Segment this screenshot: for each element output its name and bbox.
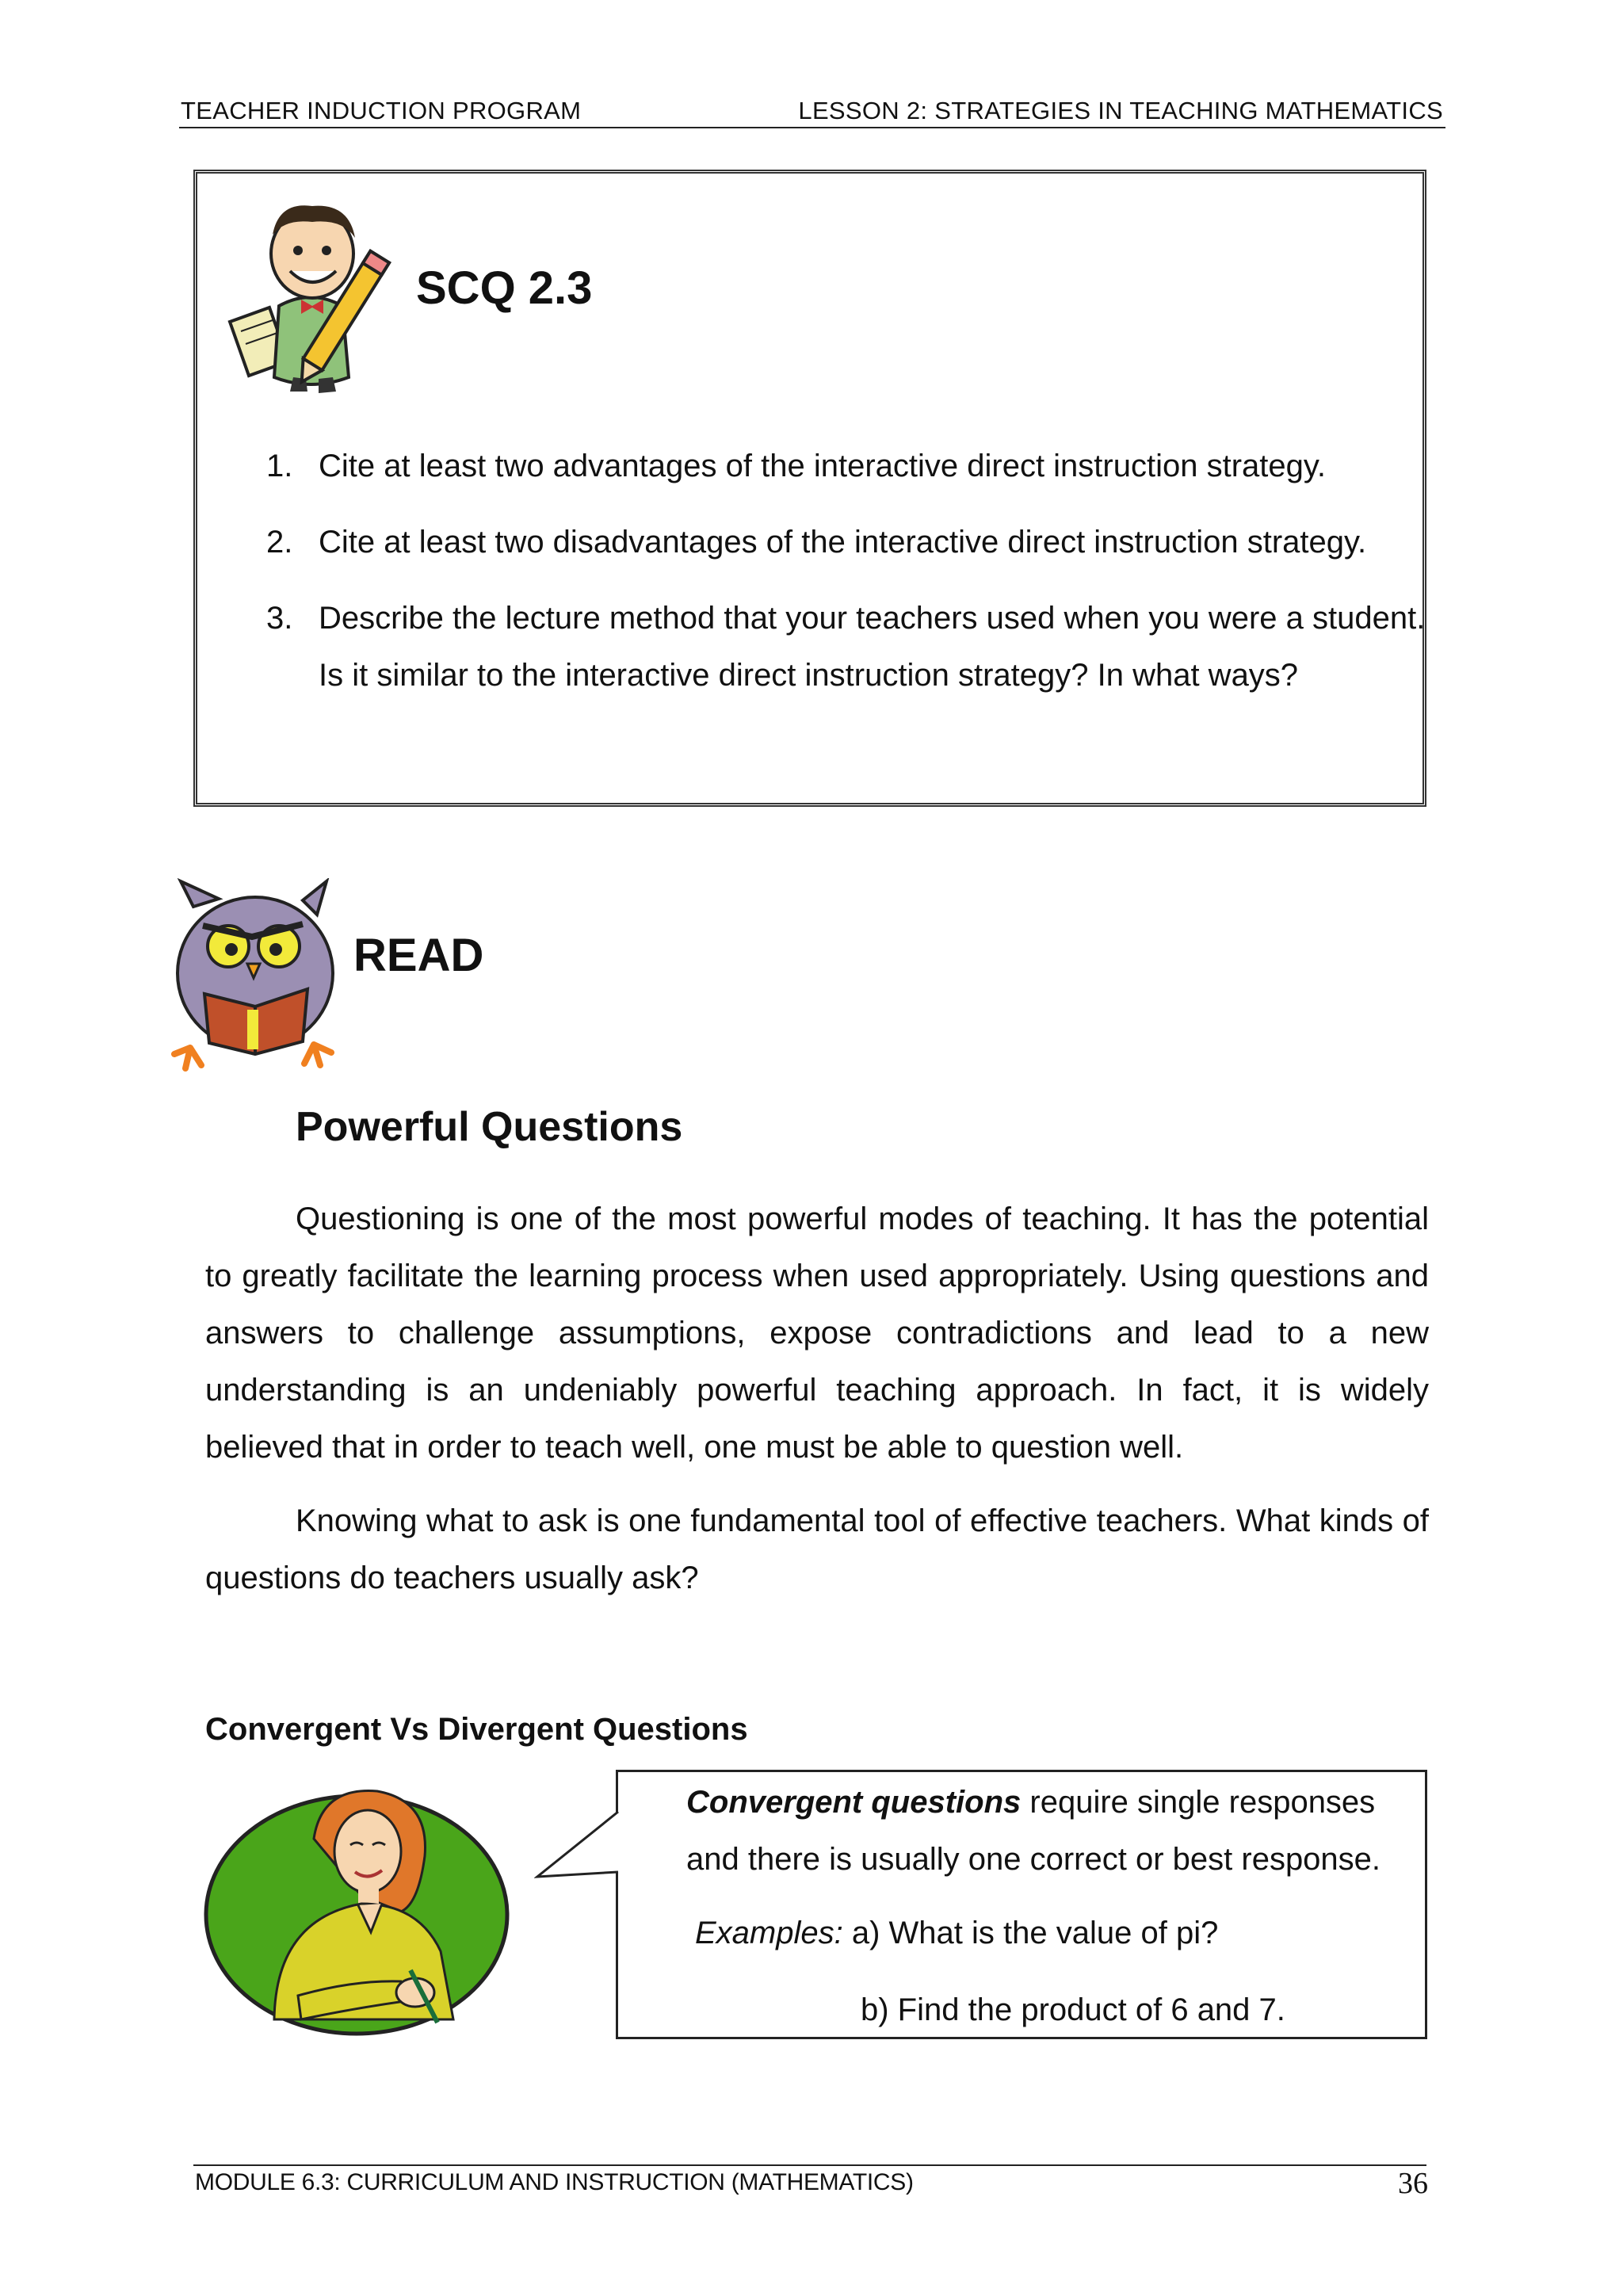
- paragraph-text: Questioning is one of the most powerful modes of teaching. It has the potential to greatly facilitate the learning process when used appropriately. Using questions and answers to challenge assumptions, expose contradictions and lead to a new understanding is an undeniably powerful teaching approach. In fact, it is widely believed that in order to teach well, one must be able to question well.: [205, 1201, 1429, 1465]
- scq-title: SCQ 2.3: [416, 262, 593, 314]
- callout-pointer: [534, 1809, 621, 1888]
- item-text: Cite at least two advantages of the interactive direct instruction strategy.: [319, 449, 1327, 483]
- owl-reading-icon: [163, 878, 352, 1073]
- item-text: Cite at least two disadvantages of the interactive direct instruction strategy.: [319, 525, 1367, 560]
- example-a: [695, 1904, 1218, 1962]
- paragraph-text: Knowing what to ask is one fundamental tool of effective teachers. What kinds of questions do teachers usually ask?: [205, 1503, 1429, 1595]
- definition-text: require single responses and there is usually one correct or best response.: [686, 1785, 1381, 1877]
- list-item: [266, 590, 1444, 704]
- header-divider: [179, 127, 1445, 128]
- read-title: READ: [353, 930, 484, 981]
- teacher-with-pencil-icon: [223, 195, 398, 395]
- list-item: [266, 514, 1407, 571]
- running-footer: MODULE 6.3: CURRICULUM AND INSTRUCTION (MATHEMATICS): [195, 2169, 914, 2195]
- example-b: b) Find the product of 6 and 7.: [861, 1992, 1285, 2027]
- list-item: [266, 437, 1407, 495]
- subsection-heading: Convergent Vs Divergent Questions: [205, 1712, 748, 1747]
- running-header-left: TEACHER INDUCTION PROGRAM: [181, 97, 582, 124]
- paragraph: [205, 1190, 1429, 1476]
- section-title: Powerful Questions: [296, 1104, 683, 1150]
- term: Convergent questions: [686, 1785, 1022, 1820]
- item-number: 1.: [266, 449, 293, 483]
- item-text: Describe the lecture method that your teachers used when you were a student. Is it similar to the interactive direct instruction strategy? In what ways?: [319, 601, 1426, 693]
- paragraph: [205, 1492, 1429, 1606]
- woman-writing-icon: [203, 1785, 514, 2037]
- examples-label: Examples:: [695, 1916, 843, 1950]
- scq-question-list: [266, 437, 1426, 723]
- example-a-text: a) What is the value of pi?: [842, 1916, 1219, 1950]
- item-number: 3.: [266, 601, 293, 636]
- running-header-right: LESSON 2: STRATEGIES IN TEACHING MATHEMATICS: [798, 97, 1443, 124]
- footer-divider: [193, 2164, 1426, 2166]
- page-number: 36: [1398, 2167, 1428, 2200]
- convergent-definition: [686, 1774, 1423, 1888]
- item-number: 2.: [266, 525, 293, 560]
